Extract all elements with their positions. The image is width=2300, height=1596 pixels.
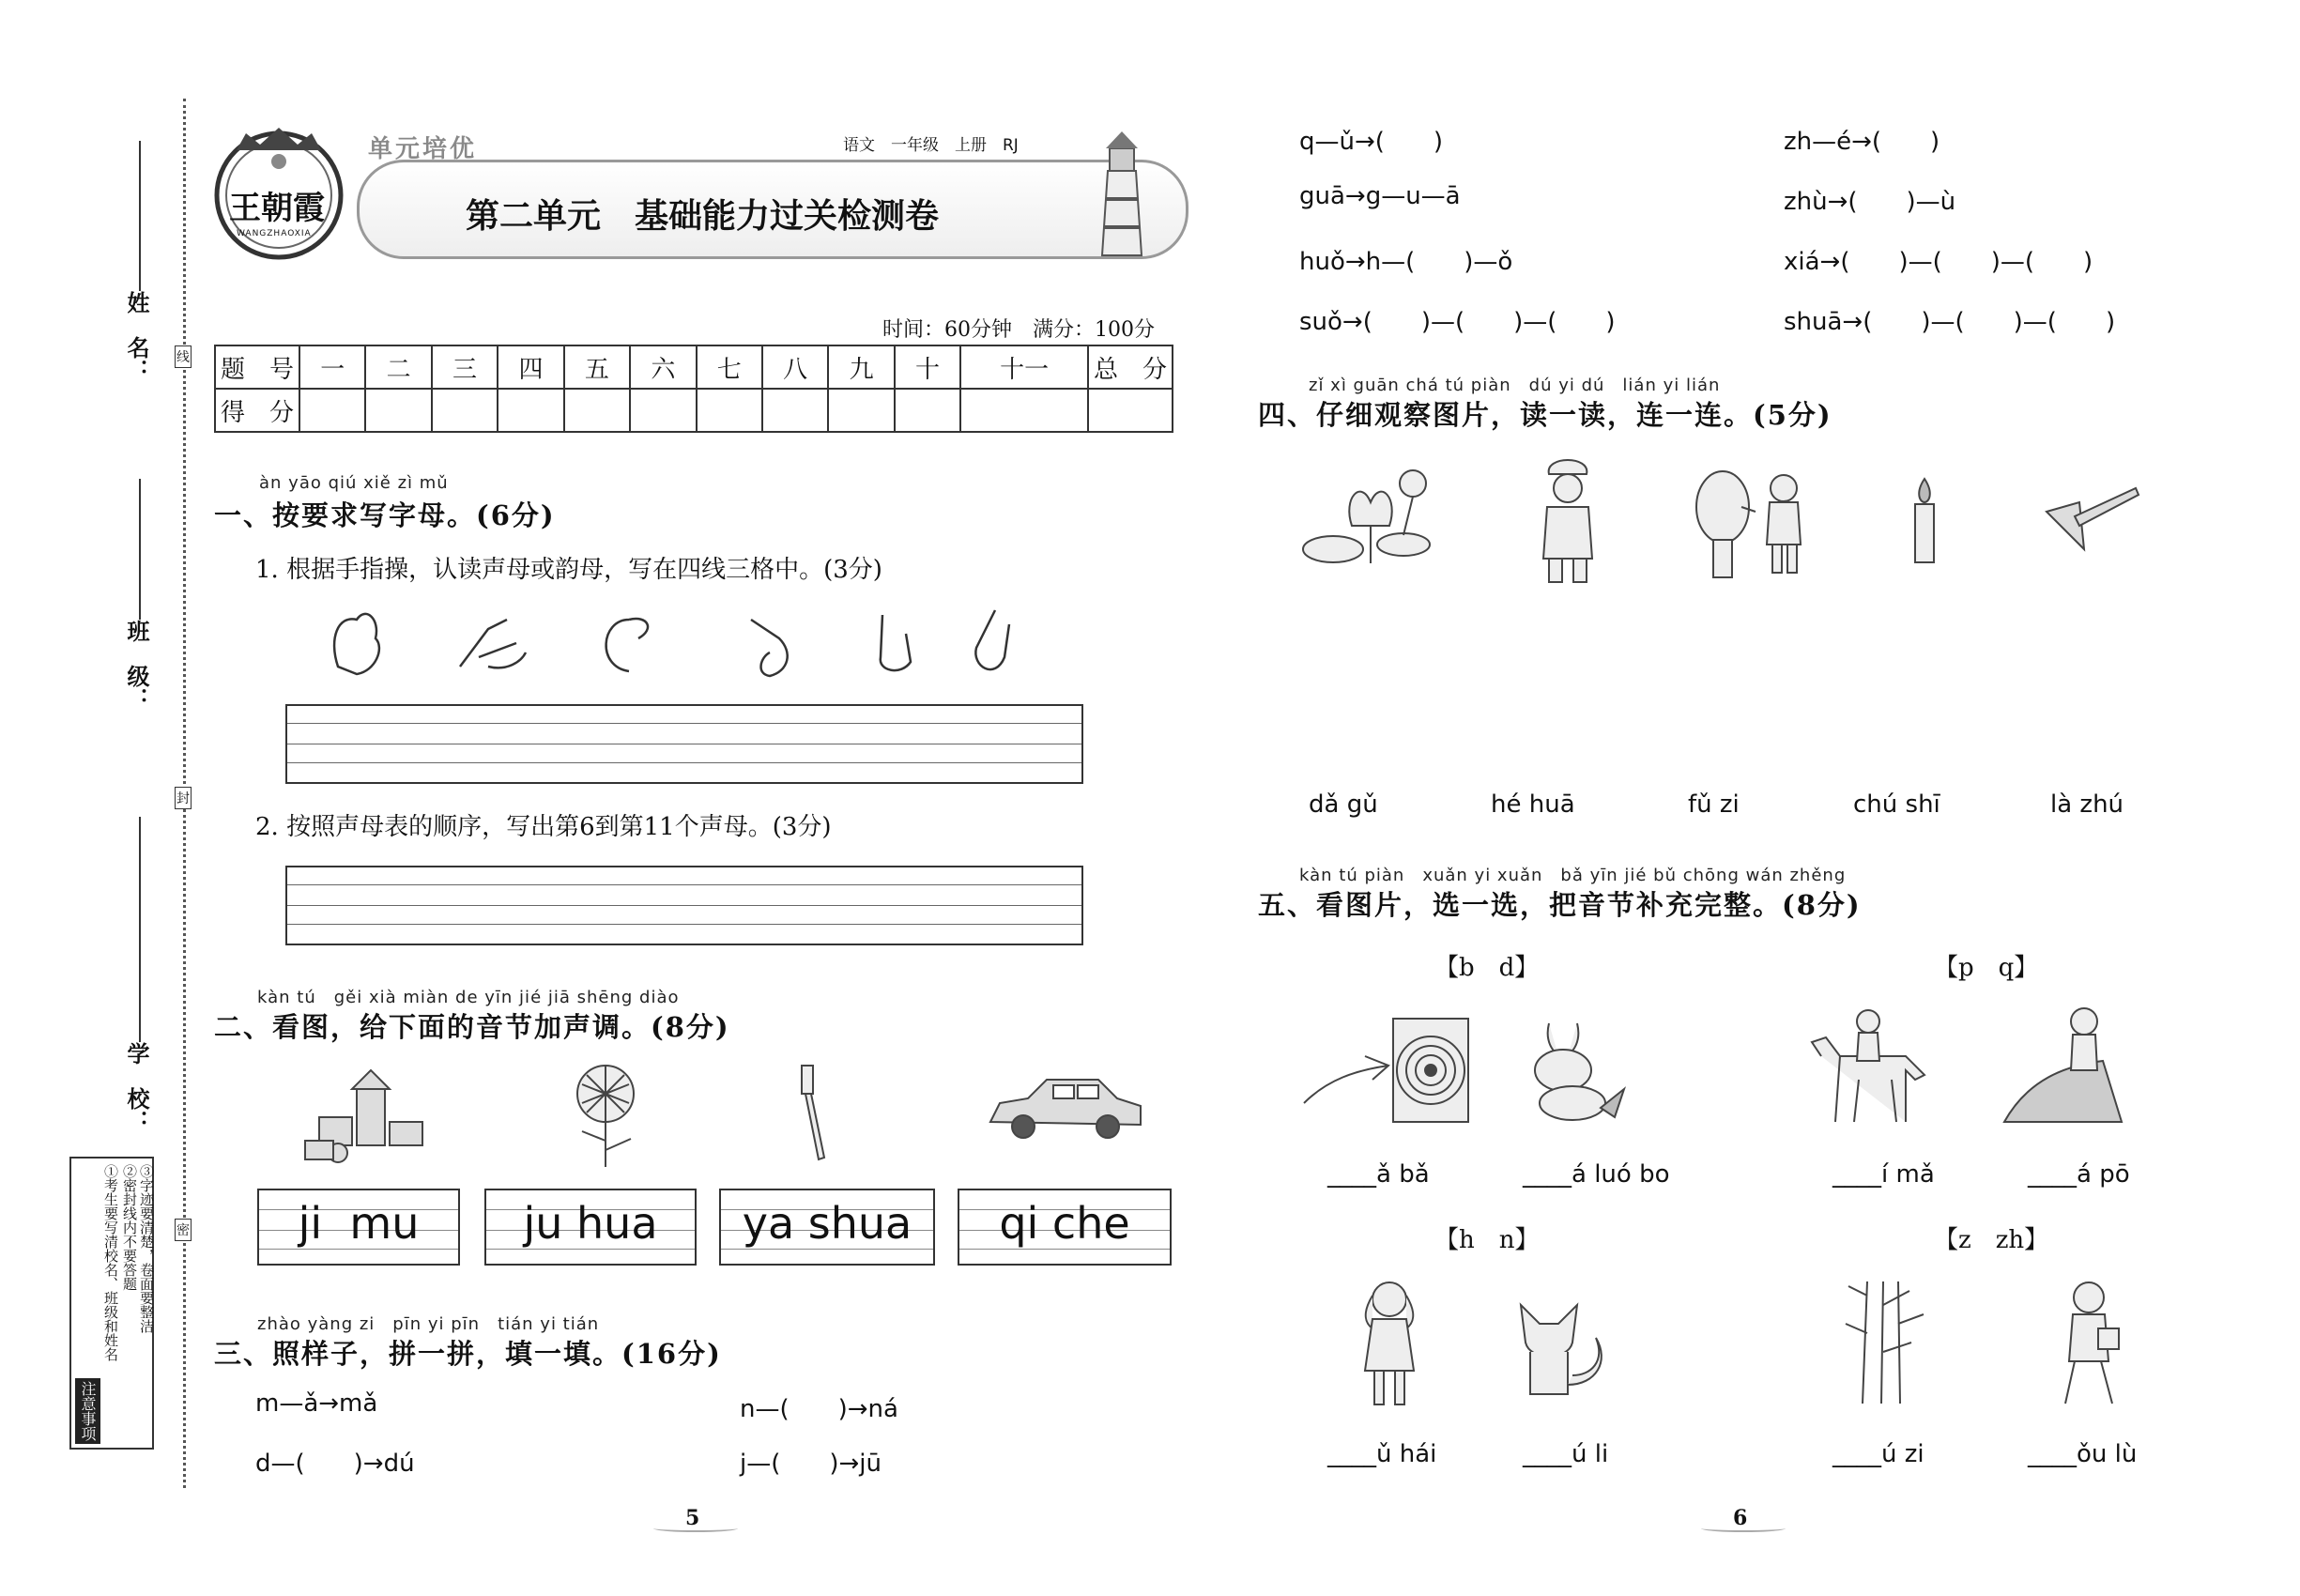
pinyin-box-text: ju hua <box>523 1198 658 1249</box>
q4-word[interactable]: hé huā <box>1491 790 1575 819</box>
score-table <box>214 345 1173 433</box>
q4-title: 四、仔细观察图片，读一读，连一连。(5分) <box>1258 399 1832 431</box>
score-cell[interactable] <box>630 389 696 432</box>
chef-image <box>1530 455 1605 591</box>
girl-image <box>1352 1277 1427 1412</box>
q1-pinyin: àn yāo qiú xiě zì mǔ <box>259 473 449 493</box>
score-cell[interactable] <box>895 389 960 432</box>
q5-item[interactable]: ____ǔ hái <box>1327 1440 1437 1468</box>
brand-subtitle: WANGZHAOXIA <box>237 229 312 238</box>
q5-item[interactable]: ____í mǎ <box>1832 1160 1935 1189</box>
school-line[interactable] <box>139 817 141 1042</box>
boy-climbing-image <box>2000 1005 2131 1130</box>
name-label: 姓 名： <box>123 291 150 381</box>
q5-item[interactable]: ____ú li <box>1523 1440 1609 1468</box>
page-number-left: 5 <box>685 1506 700 1530</box>
q3-pinyin: zhào yàng zi pīn yi pīn tián yi tián <box>257 1314 600 1334</box>
score-cell[interactable] <box>960 389 1088 432</box>
q4-word[interactable]: dǎ gǔ <box>1309 790 1378 819</box>
q3-item[interactable]: zhù→( )—ù <box>1784 188 1956 216</box>
q5-group-label: 【z zh】 <box>1934 1226 2049 1254</box>
q2-title: 二、看图，给下面的音节加声调。(8分) <box>214 1011 730 1043</box>
q5-item[interactable]: ____ǎ bǎ <box>1327 1160 1430 1189</box>
notice-box <box>69 1157 154 1450</box>
q4-word[interactable]: là zhú <box>2050 790 2124 819</box>
q3-item[interactable]: zh—é→( ) <box>1784 128 1940 156</box>
grid-line <box>287 905 1081 906</box>
q5-item[interactable]: ____ǒu lù <box>2028 1440 2138 1468</box>
toothbrush-image <box>794 1061 832 1168</box>
score-cell[interactable] <box>1088 389 1173 432</box>
candle-image <box>1906 474 1943 572</box>
grid-line <box>287 762 1081 763</box>
hand-gestures <box>319 601 1033 685</box>
score-header-cell: 题 号 <box>215 345 299 389</box>
q3-item[interactable]: d—( )→dú <box>255 1450 415 1478</box>
series-label: 单元培优 <box>368 135 478 163</box>
pinyin-box-text: ji mu <box>298 1198 420 1249</box>
score-header-cell: 一 <box>299 345 365 389</box>
q3-item[interactable]: q—ǔ→( ) <box>1299 128 1444 156</box>
score-header-cell: 九 <box>828 345 894 389</box>
car-image <box>986 1070 1145 1149</box>
brand-name: 王朝霞 <box>229 190 325 227</box>
q5-group-label: 【h n】 <box>1434 1226 1540 1254</box>
lotus-image <box>1296 460 1436 576</box>
binding-strip <box>0 0 188 1596</box>
q1-title: 一、按要求写字母。(6分) <box>214 499 556 531</box>
q3-item[interactable]: m—ǎ→mǎ <box>255 1389 378 1418</box>
score-header-row <box>215 345 1173 389</box>
rabbit-carrot-image <box>1521 1014 1633 1130</box>
page-number-right-swirl <box>1701 1525 1786 1532</box>
q1-sub1: 1. 根据手指操，认读声母或韵母，写在四线三格中。(3分) <box>255 556 882 584</box>
score-header-cell: 四 <box>498 345 563 389</box>
course-meta: 语文 一年级 上册 RJ <box>843 136 1019 155</box>
score-cell[interactable] <box>697 389 762 432</box>
grid-line <box>959 1249 1170 1250</box>
score-header-cell: 十 <box>895 345 960 389</box>
cut-mark-xian: 线 <box>175 345 192 368</box>
lighthouse-icon <box>1080 124 1164 269</box>
chrysanthemum-image <box>554 1056 657 1173</box>
score-cell[interactable] <box>432 389 498 432</box>
score-cell[interactable] <box>828 389 894 432</box>
axe-image <box>2037 474 2140 572</box>
pinyin-box-text: ya shua <box>742 1198 912 1249</box>
pinyin-box-text: qi che <box>999 1198 1130 1249</box>
q5-pinyin: kàn tú piàn xuǎn yi xuǎn bǎ yīn jié bǔ chōng wán zhěng <box>1299 866 1847 885</box>
q3-item[interactable]: j—( )→jū <box>740 1450 882 1478</box>
q5-item[interactable]: ____ú zi <box>1832 1440 1924 1468</box>
blocks-image <box>300 1061 432 1168</box>
cut-mark-mi: 密 <box>175 1219 192 1241</box>
score-cell[interactable] <box>762 389 828 432</box>
score-label-cell: 得 分 <box>215 389 299 432</box>
pinyin-box-jimu[interactable] <box>257 1189 460 1266</box>
pinyin-box-yashua[interactable] <box>719 1189 935 1266</box>
q5-item[interactable]: ____á luó bo <box>1523 1160 1670 1189</box>
page-number-right: 6 <box>1733 1506 1748 1530</box>
grid-line <box>721 1249 933 1250</box>
cut-mark-feng: 封 <box>175 787 192 809</box>
bamboo-image <box>1844 1277 1928 1412</box>
score-value-row <box>215 389 1173 432</box>
grid-line <box>287 884 1081 885</box>
drum-image <box>1690 460 1831 586</box>
q3-item[interactable]: huǒ→h—( )—ǒ <box>1299 248 1513 276</box>
page-title: 第二单元 基础能力过关检测卷 <box>466 196 940 236</box>
score-header-cell: 二 <box>365 345 431 389</box>
grid-line <box>287 723 1081 724</box>
q4-word[interactable]: fǔ zi <box>1688 790 1740 819</box>
pinyin-box-qiche[interactable] <box>958 1189 1172 1266</box>
q4-word[interactable]: chú shī <box>1853 790 1940 819</box>
score-cell[interactable] <box>365 389 431 432</box>
page-number-left-swirl <box>653 1525 738 1532</box>
q3-item[interactable]: xiá→( )—( )—( ) <box>1784 248 2093 276</box>
score-header-cell: 六 <box>630 345 696 389</box>
school-label: 学 校： <box>123 1042 150 1132</box>
q5-title: 五、看图片，选一选，把音节补充完整。(8分) <box>1258 889 1862 921</box>
grid-line <box>259 1249 458 1250</box>
fox-image <box>1511 1296 1615 1403</box>
brand-logo <box>208 122 349 263</box>
horse-rider-image <box>1802 1005 1943 1130</box>
writing-grid-2[interactable] <box>285 866 1083 945</box>
score-header-cell: 八 <box>762 345 828 389</box>
boy-walking-image <box>2047 1277 2131 1412</box>
q5-group-label: 【p q】 <box>1934 954 2039 982</box>
name-line[interactable] <box>139 141 141 291</box>
notice-item-1: ①考生要写清校名、班级和姓名 <box>102 1164 119 1361</box>
q5-item[interactable]: ____á pō <box>2028 1160 2130 1189</box>
pinyin-box-juhua[interactable] <box>484 1189 697 1266</box>
class-line[interactable] <box>139 479 141 620</box>
time-info: 时间：60分钟 满分：100分 <box>882 318 1155 342</box>
score-header-cell: 七 <box>697 345 762 389</box>
grid-line <box>486 1249 695 1250</box>
dart-target-image <box>1299 1014 1478 1130</box>
q3-item[interactable]: shuā→( )—( )—( ) <box>1784 308 2116 336</box>
class-label: 班 级： <box>123 620 150 710</box>
score-header-cell: 十一 <box>960 345 1088 389</box>
writing-grid-1[interactable] <box>285 704 1083 784</box>
q3-title: 三、照样子，拼一拼，填一填。(16分) <box>214 1338 722 1370</box>
score-cell[interactable] <box>564 389 630 432</box>
q3-item[interactable]: n—( )→ná <box>740 1395 898 1423</box>
q3-item[interactable]: guā→g—u—ā <box>1299 182 1461 210</box>
q5-group-label: 【b d】 <box>1434 954 1540 982</box>
score-cell[interactable] <box>299 389 365 432</box>
score-header-cell: 五 <box>564 345 630 389</box>
q2-pinyin: kàn tú gěi xià miàn de yīn jié jiā shēng diào <box>257 988 680 1007</box>
q1-sub2: 2. 按照声母表的顺序，写出第6到第11个声母。(3分) <box>255 813 832 841</box>
q3-item[interactable]: suǒ→( )—( )—( ) <box>1299 308 1616 336</box>
notice-item-3: ③字迹要清楚，卷面要整洁 <box>138 1164 155 1333</box>
score-header-cell: 三 <box>432 345 498 389</box>
score-cell[interactable] <box>498 389 563 432</box>
score-header-cell: 总 分 <box>1088 345 1173 389</box>
q4-pinyin: zǐ xì guān chá tú piàn dú yi dú lián yi lián <box>1309 376 1721 395</box>
notice-item-2: ②密封线内不要答题 <box>121 1164 138 1291</box>
grid-line <box>287 924 1081 925</box>
notice-title: 注意事项 <box>75 1378 100 1444</box>
